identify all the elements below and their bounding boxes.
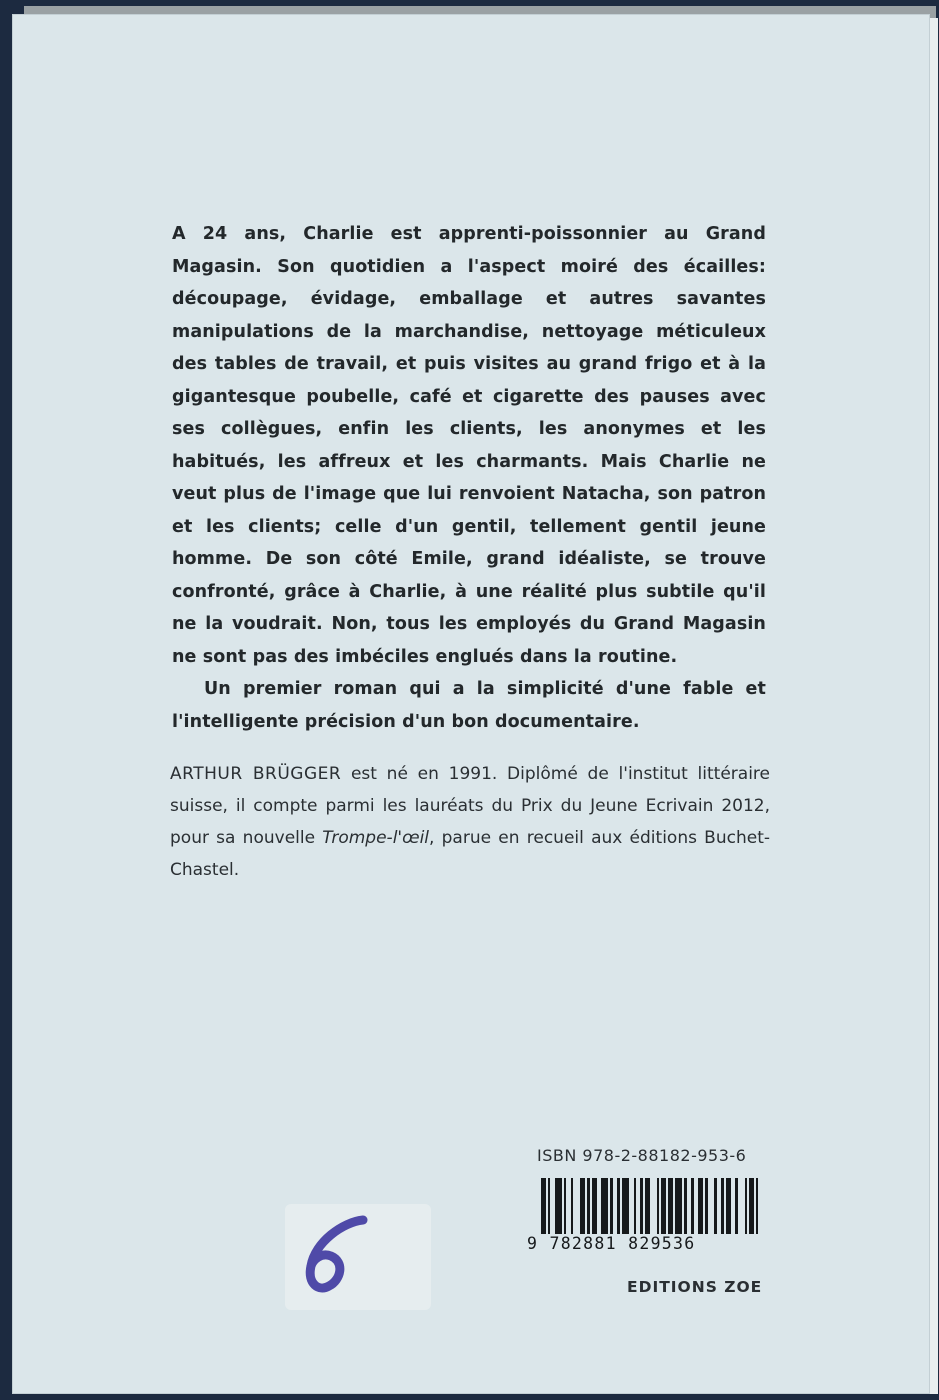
author-bio-text-1: est né en 1991. Diplômé de l'institut littéraire suisse, il compte parmi les lauréats du Prix du Jeune Ecrivain 2012, pour sa nouvelle [170, 764, 770, 848]
barcode-bar [622, 1178, 629, 1236]
barcode-bars [541, 1178, 763, 1236]
author-bio [170, 758, 770, 886]
barcode-bar [758, 1178, 763, 1236]
barcode-bar [708, 1178, 715, 1236]
barcode-bar [650, 1178, 657, 1236]
barcode-bar [675, 1178, 682, 1236]
blurb-paragraph-1: A 24 ans, Charlie est apprenti-poissonnier au Grand Magasin. Son quotidien a l'aspect moiré des écailles: découpage, évidage, emballage et autres savantes manipulations de la marchandise, nettoyage méticuleux des tables de travail, et puis visites au grand frigo et à la gigantesque poubelle, café et cigarette des pauses avec ses collègues, enfin les clients, les anonymes et les habitués, les affreux et les charmants. Mais Charlie ne veut plus de l'image que lui renvoient Natacha, son patron et les clients; celle d'un gentil, tellement gentil jeune homme. De son côté Emile, grand idéaliste, se trouve confronté, grâce à Charlie, à une réalité plus subtile qu'il ne la voudrait. Non, tous les employés du Grand Magasin ne sont pas des imbéciles englués dans la routine. [172, 224, 766, 667]
handwritten-number-six [285, 1204, 431, 1310]
barcode-bar [555, 1178, 562, 1236]
author-bio-text-2: , parue en recueil aux éditions Buchet-Chastel. [170, 828, 770, 880]
barcode-digits: 9 782881 829536 [527, 1234, 763, 1253]
author-name: ARTHUR BRÜGGER [170, 764, 342, 784]
barcode-bar [601, 1178, 608, 1236]
author-bio-title: Trompe-l'œil [322, 828, 430, 848]
barcode-bar [738, 1178, 745, 1236]
barcode-bar [573, 1178, 580, 1236]
library-sticker [285, 1204, 431, 1310]
blurb-paragraph-2: Un premier roman qui a la simplicité d'une fable et l'intelligente précision d'un bon documentaire. [172, 679, 766, 732]
isbn-label: ISBN 978-2-88182-953-6 [537, 1146, 747, 1165]
blurb [172, 218, 766, 738]
barcode [527, 1178, 763, 1258]
publisher-name: EDITIONS ZOE [627, 1278, 763, 1296]
